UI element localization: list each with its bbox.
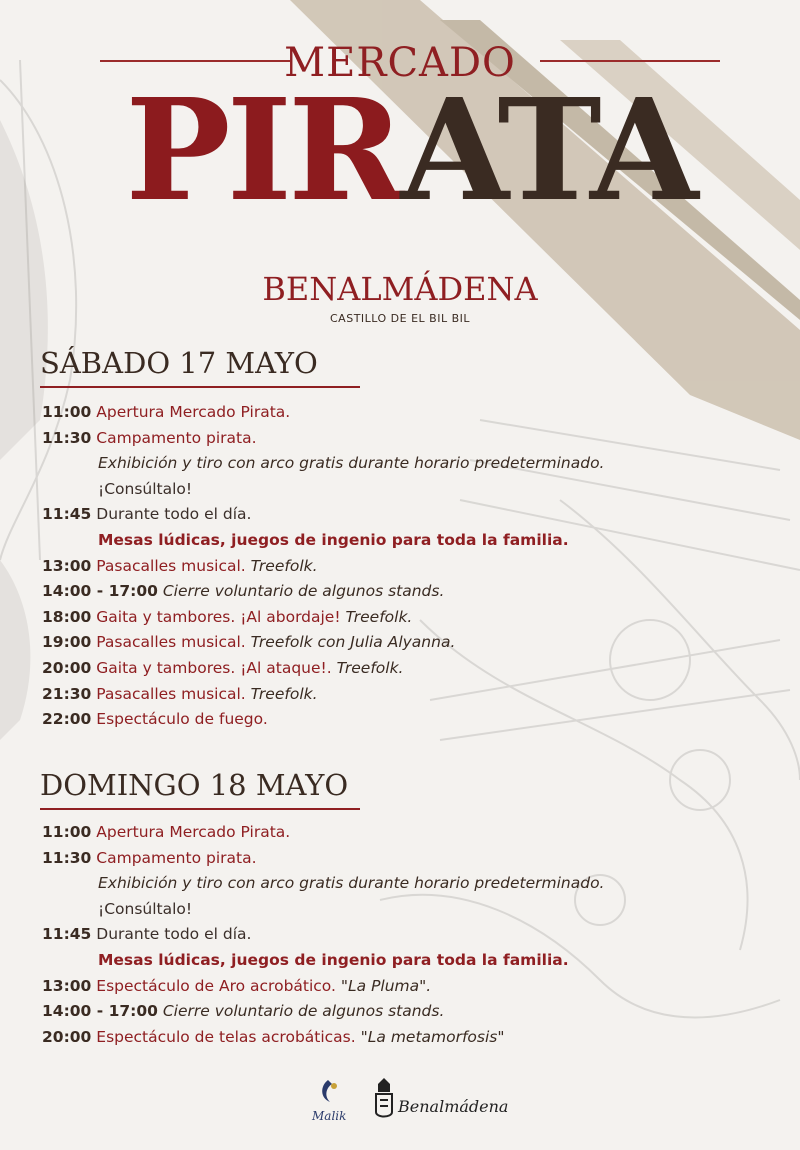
activity: Mesas lúdicas, juegos de ingenio para toda la familia. bbox=[98, 530, 569, 549]
time: 14:00 - 17:00 bbox=[42, 582, 158, 601]
activity: Pasacalles musical. bbox=[96, 633, 246, 652]
activity: Espectáculo de Aro acrobático. bbox=[96, 976, 336, 995]
time: 21:30 bbox=[42, 684, 92, 703]
venue-name: CASTILLO DE EL BIL BIL bbox=[330, 312, 470, 325]
schedule-row bbox=[42, 579, 782, 605]
time: 11:45 bbox=[42, 505, 92, 524]
time: 13:00 bbox=[42, 976, 92, 995]
footer-logos bbox=[300, 1076, 520, 1126]
activity: Cierre voluntario de algunos stands. bbox=[162, 582, 445, 601]
benalmadena-logo bbox=[376, 1078, 508, 1117]
time: 14:00 - 17:00 bbox=[42, 1002, 158, 1021]
schedule-row bbox=[42, 630, 782, 656]
activity: Gaita y tambores. ¡Al ataque!. bbox=[96, 658, 332, 677]
performer: Treefolk. bbox=[336, 658, 404, 677]
activity: Apertura Mercado Pirata. bbox=[96, 823, 291, 841]
malik-logo bbox=[311, 1080, 346, 1123]
performer: "La metamorfosis" bbox=[360, 1027, 505, 1046]
schedule-note bbox=[42, 477, 782, 503]
saturday-heading: SÁBADO 17 MAYO bbox=[40, 346, 318, 380]
activity: Apertura Mercado Pirata. bbox=[96, 403, 291, 421]
activity: Campamento pirata. bbox=[96, 428, 257, 447]
schedule-row bbox=[42, 502, 782, 528]
sunday-underline bbox=[40, 808, 360, 810]
schedule-row bbox=[42, 656, 782, 682]
schedule-note bbox=[42, 871, 782, 897]
saturday-underline bbox=[40, 386, 360, 388]
sunday-schedule bbox=[42, 820, 782, 1050]
schedule-note bbox=[42, 528, 782, 554]
saturday-schedule bbox=[42, 400, 782, 733]
schedule-note bbox=[42, 897, 782, 923]
time: 11:30 bbox=[42, 848, 92, 867]
time: 11:00 bbox=[42, 823, 92, 841]
activity: Espectáculo de telas acrobáticas. bbox=[96, 1027, 356, 1046]
schedule-row bbox=[42, 605, 782, 631]
schedule-note bbox=[42, 948, 782, 974]
time: 19:00 bbox=[42, 633, 92, 652]
activity: Espectáculo de fuego. bbox=[96, 710, 268, 729]
time: 11:00 bbox=[42, 403, 92, 421]
performer: Treefolk. bbox=[250, 556, 318, 575]
benalmadena-logo-text: Benalmádena bbox=[398, 1097, 509, 1116]
activity: Cierre voluntario de algunos stands. bbox=[162, 1002, 445, 1021]
time: 18:00 bbox=[42, 607, 92, 626]
performer: Treefolk. bbox=[345, 607, 413, 626]
schedule-row bbox=[42, 707, 782, 733]
time: 11:30 bbox=[42, 428, 92, 447]
schedule-row bbox=[42, 400, 782, 426]
schedule-row bbox=[42, 999, 782, 1025]
activity: Durante todo el día. bbox=[96, 925, 252, 944]
performer: "La Pluma". bbox=[340, 976, 432, 995]
activity: Mesas lúdicas, juegos de ingenio para toda la familia. bbox=[98, 950, 569, 969]
time: 22:00 bbox=[42, 710, 92, 729]
malik-logo-text: Malik bbox=[312, 1109, 347, 1123]
title-mercado: MERCADO bbox=[284, 40, 516, 86]
title-pirata bbox=[60, 69, 760, 233]
schedule-row bbox=[42, 554, 782, 580]
schedule-row bbox=[42, 922, 782, 948]
time: 13:00 bbox=[42, 556, 92, 575]
activity: Pasacalles musical. bbox=[96, 556, 246, 575]
crown-icon bbox=[378, 1078, 390, 1092]
activity: Durante todo el día. bbox=[96, 505, 252, 524]
time: 20:00 bbox=[42, 658, 92, 677]
sunday-heading: DOMINGO 18 MAYO bbox=[40, 768, 349, 802]
time: 11:45 bbox=[42, 925, 92, 944]
schedule-note bbox=[42, 451, 782, 477]
performer: Treefolk. bbox=[250, 684, 318, 703]
schedule-row bbox=[42, 426, 782, 452]
title-pirata-dark-part: ATA bbox=[400, 69, 695, 233]
title-pirata-red-part: PIR bbox=[125, 69, 401, 233]
schedule-row bbox=[42, 820, 782, 846]
schedule-row bbox=[42, 1025, 782, 1051]
city-name: BENALMÁDENA bbox=[262, 270, 538, 308]
note: Exhibición y tiro con arco gratis durante horario predeterminado. bbox=[98, 454, 605, 473]
schedule-row bbox=[42, 974, 782, 1000]
note: ¡Consúltalo! bbox=[98, 899, 193, 918]
schedule-row bbox=[42, 846, 782, 872]
time: 20:00 bbox=[42, 1027, 92, 1046]
malik-emblem-icon bbox=[322, 1080, 332, 1102]
schedule-row bbox=[42, 682, 782, 708]
activity: Pasacalles musical. bbox=[96, 684, 246, 703]
note: ¡Consúltalo! bbox=[98, 479, 193, 498]
activity: Gaita y tambores. ¡Al abordaje! bbox=[96, 607, 341, 626]
logos-svg bbox=[300, 1076, 520, 1126]
performer: Treefolk con Julia Alyanna. bbox=[250, 633, 456, 652]
note: Exhibición y tiro con arco gratis durante horario predeterminado. bbox=[98, 874, 605, 893]
activity: Campamento pirata. bbox=[96, 848, 257, 867]
